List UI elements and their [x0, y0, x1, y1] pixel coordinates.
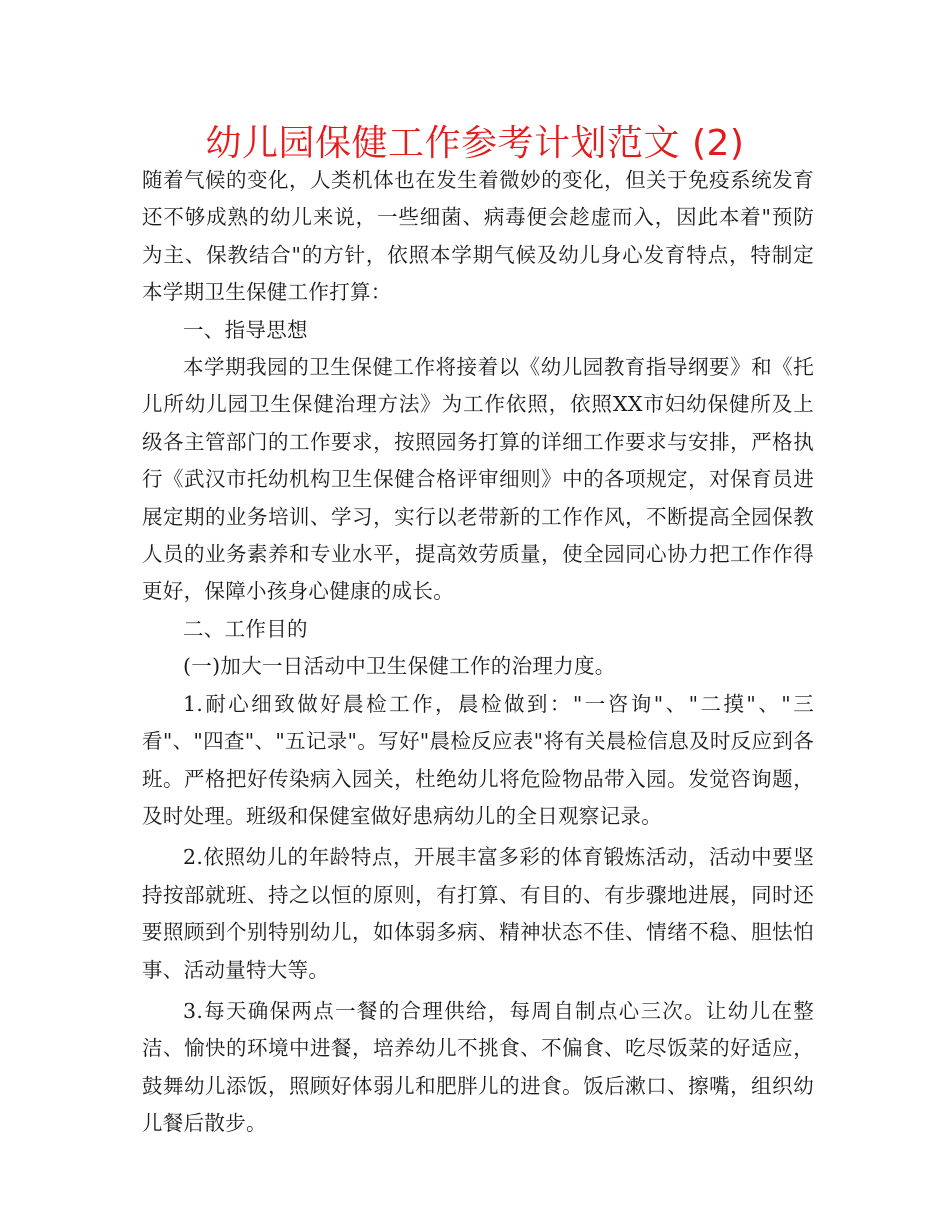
section-heading-work-goals: 二、工作目的: [183, 616, 308, 641]
document-body: [142, 162, 814, 1143]
item-2-physical-exercise: 2.依照幼儿的年龄特点，开展丰富多彩的体育锻炼活动，活动中要坚持按部就班、持之以恒的原则，有打算、有目的、有步骤地进展，同时还要照顾到个别特别幼儿，如体弱多病、精神状态不佳、情绪不稳、胆怯怕事、活动量特大等。: [142, 845, 814, 982]
section-heading-guiding-ideas: 一、指导思想: [183, 317, 308, 342]
intro-paragraph: 随着气候的变化，人类机体也在发生着微妙的变化，但关于免疫系统发育还不够成熟的幼儿来说，一些细菌、病毒便会趁虚而入，因此本着"预防为主、保教结合"的方针，依照本学期气候及幼儿身心发育特点，特制定本学期卫生保健工作打算：: [142, 168, 814, 305]
guiding-ideas-paragraph: 本学期我园的卫生保健工作将接着以《幼儿园教育指导纲要》和《托儿所幼儿园卫生保健治理方法》为工作依照，依照XX市妇幼保健所及上级各主管部门的工作要求，按照园务打算的详细工作要求与安排，严格执行《武汉市托幼机构卫生保健合格评审细则》中的各项规定，对保育员进展定期的业务培训、学习，实行以老带新的工作作风，不断提高全园保教人员的业务素养和专业水平，提高效劳质量，使全园同心协力把工作作得更好，保障小孩身心健康的成长。: [142, 355, 814, 604]
subsection-heading-daily-management: (一)加大一日活动中卫生保健工作的治理力度。: [183, 654, 616, 679]
document-title: 幼儿园保健工作参考计划范文 (2): [205, 123, 745, 164]
item-3-meals: 3.每天确保两点一餐的合理供给，每周自制点心三次。让幼儿在整洁、愉快的环境中进餐，培养幼儿不挑食、不偏食、吃尽饭菜的好适应，鼓舞幼儿添饭，照顾好体弱儿和肥胖儿的进食。饭后漱口、擦嘴，组织幼儿餐后散步。: [142, 998, 814, 1136]
item-1-morning-check: 1.耐心细致做好晨检工作，晨检做到："一咨询"、"二摸"、"三看"、"四查"、"五记录"。写好"晨检反应表"将有关晨检信息及时反应到各班。严格把好传染病入园关，杜绝幼儿将危险物品带入园。发觉咨询题，及时处理。班级和保健室做好患病幼儿的全日观察记录。: [142, 691, 814, 828]
